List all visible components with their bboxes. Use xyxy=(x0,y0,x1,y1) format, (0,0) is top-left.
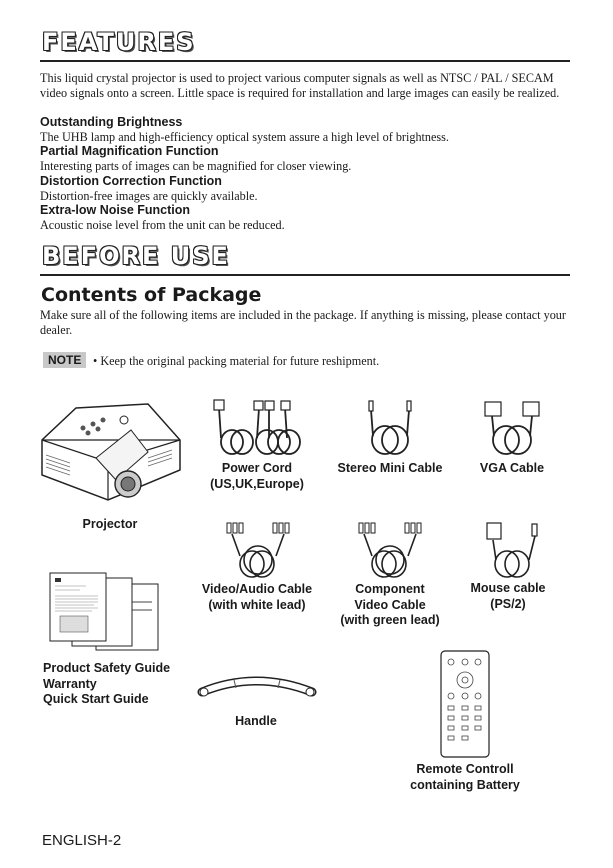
caption-vga-cable: VGA Cable xyxy=(479,461,545,475)
caption-mouse-line2: (PS/2) xyxy=(490,596,526,611)
caption-quick-start: Quick Start Guide xyxy=(43,692,149,706)
caption-video-audio-line2: (with white lead) xyxy=(208,597,306,612)
feature-text-magnification: Interesting parts of images can be magnified for closer viewing. xyxy=(40,159,352,173)
caption-power-cord-line2: (US,UK,Europe) xyxy=(210,476,304,491)
component-video-cable-image xyxy=(354,520,426,580)
caption-component-line2: Video Cable xyxy=(354,597,426,612)
caption-remote-control xyxy=(400,762,530,793)
caption-component-video-cable xyxy=(330,582,450,629)
feature-heading-distortion: Distortion Correction Function xyxy=(40,174,222,188)
stereo-mini-cable-image xyxy=(363,398,419,458)
contents-of-package-title: Contents of Package xyxy=(41,284,262,306)
note-badge: NOTE xyxy=(43,352,86,368)
caption-mouse-line1: Mouse cable xyxy=(470,581,546,595)
caption-projector: Projector xyxy=(82,517,138,531)
feature-text-distortion: Distortion-free images are quickly available. xyxy=(40,189,258,203)
caption-mouse-cable xyxy=(465,581,551,612)
mouse-cable-image xyxy=(483,520,543,580)
feature-heading-magnification: Partial Magnification Function xyxy=(40,144,219,158)
handle-image xyxy=(196,672,318,708)
note-text: • Keep the original packing material for future reshipment. xyxy=(93,354,380,368)
contents-intro: Make sure all of the following items are included in the package. If anything is missing, please contact your dealer. xyxy=(40,308,566,337)
caption-power-cord xyxy=(195,461,319,492)
before-use-rule xyxy=(40,274,570,276)
caption-video-audio-line1: Video/Audio Cable xyxy=(201,582,313,596)
caption-component-line3: (with green lead) xyxy=(340,613,440,627)
remote-control-image xyxy=(440,650,490,758)
caption-remote-line1: Remote Controll xyxy=(416,762,514,776)
caption-component-line1: Component xyxy=(355,582,425,596)
features-intro: This liquid crystal projector is used to project various computer signals as well as NTSC / PAL / SECAM video signals onto a screen. Little space is required for installation and large images can easily be realized. xyxy=(40,71,560,100)
feature-text-brightness: The UHB lamp and high-efficiency optical system assure a high level of brightness. xyxy=(40,130,449,144)
caption-handle: Handle xyxy=(235,714,277,728)
power-cord-image xyxy=(207,398,305,458)
caption-documents xyxy=(43,661,193,708)
before-use-heading: BEFORE USE xyxy=(42,242,230,270)
vga-cable-image xyxy=(478,398,546,458)
features-heading: FEATURES xyxy=(42,28,196,56)
features-rule xyxy=(40,60,570,62)
page-footer: ENGLISH-2 xyxy=(42,832,122,849)
projector-image xyxy=(36,400,186,510)
caption-warranty: Warranty xyxy=(43,676,97,691)
caption-remote-line2: containing Battery xyxy=(410,777,520,792)
feature-heading-noise: Extra-low Noise Function xyxy=(40,203,191,217)
caption-stereo-mini-cable: Stereo Mini Cable xyxy=(337,461,443,475)
feature-text-noise: Acoustic noise level from the unit can be reduced. xyxy=(40,218,285,232)
caption-video-audio-cable xyxy=(195,582,319,613)
feature-heading-brightness: Outstanding Brightness xyxy=(40,115,183,129)
caption-power-cord-line1: Power Cord xyxy=(221,461,293,475)
video-audio-cable-image xyxy=(222,520,294,580)
documents-image xyxy=(46,572,160,652)
caption-safety-guide: Product Safety Guide xyxy=(43,661,171,675)
